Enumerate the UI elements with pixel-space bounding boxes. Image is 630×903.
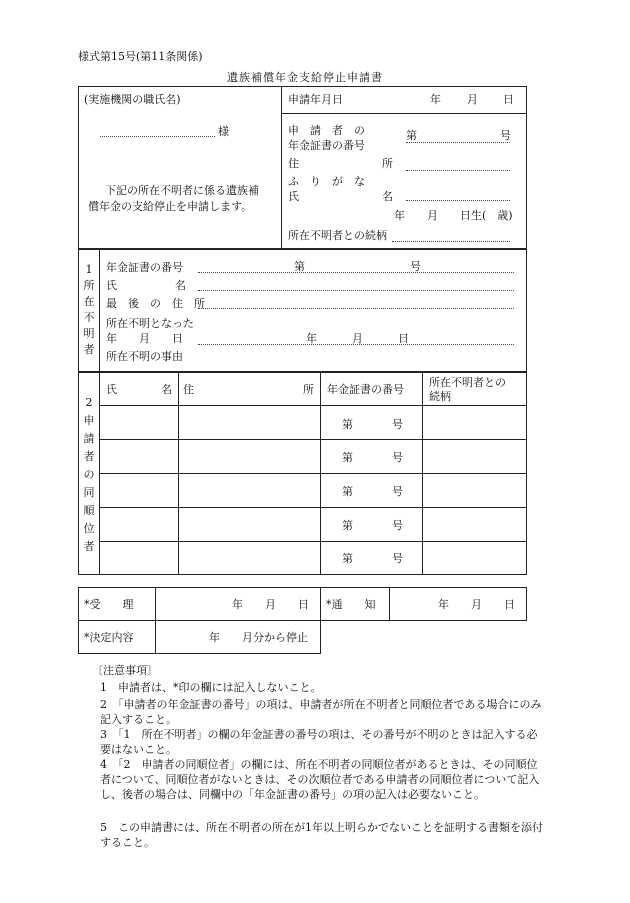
notice-date[interactable]: 年 月 日 bbox=[438, 598, 515, 611]
note-item: 2 「申請者の年金証書の番号」の項は、申請者が所在不明者と同順位者である場合にのみ記入すること。 bbox=[100, 698, 542, 726]
missing-cert-go: 号 bbox=[410, 260, 421, 273]
col-relation-1: 所在不明者との bbox=[429, 376, 506, 389]
date-year[interactable]: 年 bbox=[430, 93, 441, 106]
missing-reason-label: 所在不明の事由 bbox=[106, 350, 183, 363]
missing-name-field[interactable] bbox=[198, 290, 514, 291]
row-5-dai: 第 bbox=[342, 552, 353, 565]
missing-cert-dai: 第 bbox=[294, 260, 305, 273]
missing-name-label-2: 名 bbox=[175, 279, 186, 292]
address-field[interactable] bbox=[406, 170, 510, 171]
relation-field[interactable] bbox=[392, 241, 510, 242]
same-rank-side-label: 2申請者の同順位者 bbox=[83, 396, 95, 553]
col-name-2: 名 bbox=[161, 383, 172, 396]
became-missing-yy: 年 bbox=[306, 332, 317, 345]
name-field[interactable] bbox=[406, 200, 510, 201]
became-missing-mm: 月 bbox=[352, 332, 363, 345]
sama-label: 様 bbox=[218, 125, 229, 138]
missing-person-side-label: 1所在不明者 bbox=[83, 263, 95, 356]
applicant-cert-label-2: 年金証書の番号 bbox=[288, 139, 365, 152]
col-cert: 年金証書の番号 bbox=[327, 383, 404, 396]
request-text-2: 償年金の支給停止を申請します。 bbox=[88, 200, 253, 213]
row-4-go: 号 bbox=[392, 519, 403, 532]
col-address-2: 所 bbox=[303, 383, 314, 396]
col-relation-2: 続柄 bbox=[429, 390, 451, 403]
applicant-cert-go: 号 bbox=[500, 129, 511, 142]
date-label: 申請年月日 bbox=[288, 93, 343, 106]
row-3-dai: 第 bbox=[342, 485, 353, 498]
note-item: 1 申請者は、*印の欄には記入しないこと。 bbox=[100, 681, 322, 694]
official-name-field[interactable] bbox=[100, 136, 215, 137]
name-label-1: 氏 bbox=[288, 190, 299, 203]
row-1-go: 号 bbox=[392, 418, 403, 431]
name-label-2: 名 bbox=[382, 190, 393, 203]
became-missing-dd: 日 bbox=[398, 332, 409, 345]
date-month[interactable]: 月 bbox=[467, 93, 478, 106]
furigana-label: ふ り が な bbox=[288, 175, 365, 188]
became-missing-date: 年 月 日 bbox=[106, 332, 183, 345]
row-2-dai: 第 bbox=[342, 451, 353, 464]
note-item: 3 「1 所在不明者」の欄の年金証書の番号の項は、その番号が不明のときは記入する必要はないこと。 bbox=[100, 728, 538, 756]
date-day[interactable]: 日 bbox=[503, 93, 514, 106]
last-address-label: 最 後 の 住 所 bbox=[106, 297, 205, 310]
missing-name-label-1: 氏 bbox=[106, 279, 117, 292]
row-3-go: 号 bbox=[392, 485, 403, 498]
address-label-1: 住 bbox=[288, 157, 299, 170]
row-4-dai: 第 bbox=[342, 519, 353, 532]
form-number: 様式第15号(第11条関係) bbox=[78, 50, 203, 63]
form-title: 遺族補償年金支給停止申請書 bbox=[227, 71, 383, 84]
birth-date[interactable]: 年 月 日生( 歳) bbox=[394, 209, 513, 222]
relation-label: 所在不明者との続柄 bbox=[288, 229, 387, 242]
row-2-go: 号 bbox=[392, 451, 403, 464]
note-item: 4 「2 申請者の同順位者」の欄には、所在不明者の同順位者があるときは、その同順位者について、同順位者がないときは、その次順位者である申請者の同順位者について記入し、後者の場合は、同欄中の「年金証書の番号」の項の記入は必要ないこと。 bbox=[100, 758, 540, 801]
official-label: (実施機関の職氏名) bbox=[84, 93, 181, 106]
note-item: 5 この申請書には、所在不明者の所在が1年以上明らかでないことを証明する書類を添付すること。 bbox=[100, 821, 543, 849]
col-address-1: 住 bbox=[183, 383, 194, 396]
missing-cert-field[interactable] bbox=[198, 272, 514, 273]
received-label: *受 理 bbox=[84, 598, 134, 611]
missing-cert-label: 年金証書の番号 bbox=[106, 261, 183, 274]
request-text-1: 下記の所在不明者に係る遺族補 bbox=[105, 184, 259, 197]
became-missing-label: 所在不明となった bbox=[106, 317, 194, 330]
received-date[interactable]: 年 月 日 bbox=[232, 598, 309, 611]
applicant-cert-field[interactable] bbox=[406, 142, 510, 143]
top-block bbox=[78, 86, 527, 249]
address-label-2: 所 bbox=[382, 157, 393, 170]
applicant-cert-dai: 第 bbox=[406, 129, 417, 142]
row-5-go: 号 bbox=[392, 552, 403, 565]
last-address-field[interactable] bbox=[198, 308, 514, 309]
decision-label: *決定内容 bbox=[84, 631, 134, 644]
applicant-cert-label-1: 申 請 者 の bbox=[288, 124, 365, 137]
row-1-dai: 第 bbox=[342, 418, 353, 431]
col-name-1: 氏 bbox=[106, 383, 117, 396]
notes-heading: 〔注意事項〕 bbox=[92, 664, 158, 677]
notice-label: *通 知 bbox=[326, 598, 376, 611]
decision-value[interactable]: 年 月分から停止 bbox=[209, 631, 308, 644]
